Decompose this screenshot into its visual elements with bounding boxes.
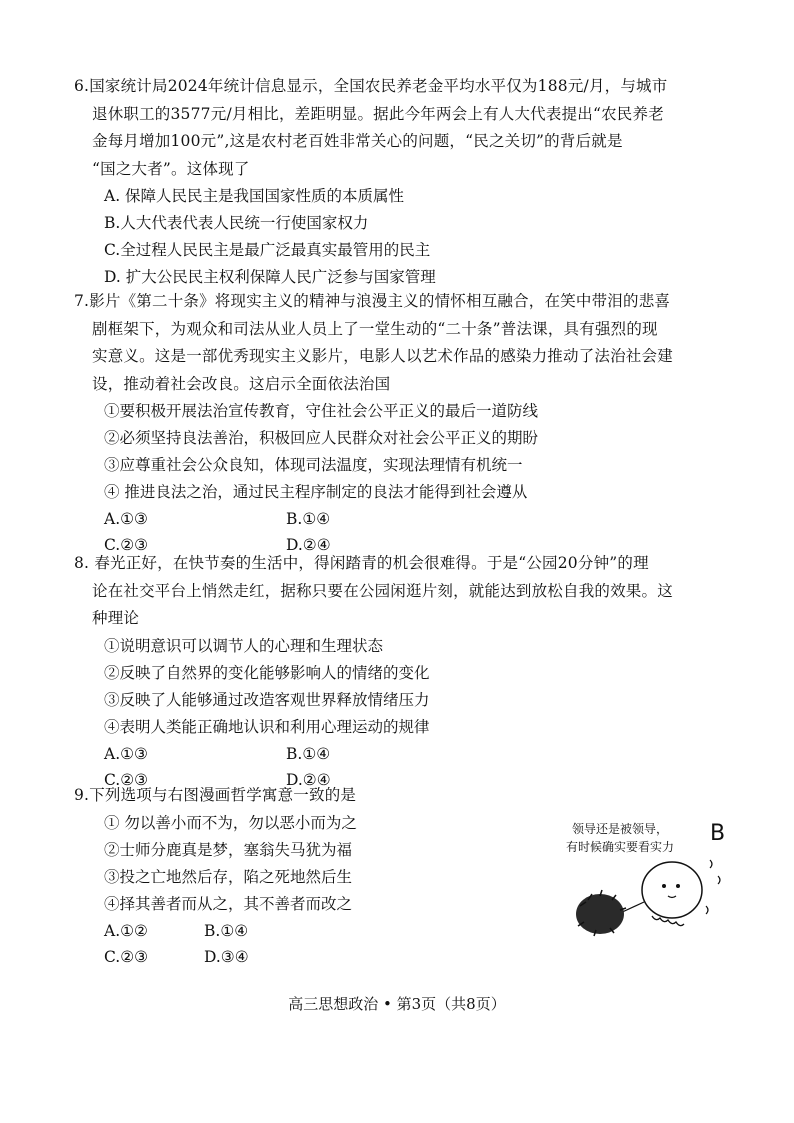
q8-statement-2: ②反映了自然界的变化能够影响人的情绪的变化 (104, 663, 430, 682)
q8-statement-4: ④表明人类能正确地认识和利用心理运动的规律 (104, 717, 430, 736)
q9-stem-line: 9.下列选项与右图漫画哲学寓意一致的是 (74, 786, 357, 804)
q8-stem-line: 8. 春光正好，在快节奏的生活中，得闲踏青的机会很难得。于是“公园20分钟”的理 (74, 554, 649, 572)
cartoon-dog (576, 894, 624, 934)
q7-stem-line: 实意义。这是一部优秀现实主义影片，电影人以艺术作品的感染力推动了法治社会建 (92, 347, 673, 365)
question-8 (74, 550, 734, 793)
q8-choice-a: A.①③ (104, 744, 148, 763)
q7-choice-a: A.①③ (104, 510, 148, 528)
q7-statement-1: ①要积极开展法治宣传教育，守住社会公平正义的最后一道防线 (104, 402, 539, 420)
q7-stem-line: 剧框架下，为观众和司法从业人员上了一堂生动的“二十条”普法课，具有强烈的现 (92, 319, 658, 338)
cartoon-caption-line-2: 有时候确实要看实力 (566, 840, 675, 854)
q9-choice-a: A.①② (104, 921, 148, 940)
q9-choice-b: B.①④ (204, 921, 249, 940)
q8-choice-d: D.②④ (286, 770, 331, 789)
q6-stem-line: 6.国家统计局2024年统计信息显示，全国农民养老金平均水平仅为188元/月，与城市 (74, 77, 668, 95)
cartoon-caption-line-1: 领导还是被领导， (572, 822, 669, 836)
q7-choice-d: D.②④ (286, 536, 331, 554)
q7-choices-row (74, 506, 734, 532)
q6-option-c: C.全过程人民民主是最广泛最真实最管用的民主 (104, 241, 431, 259)
q7-stem-line: 7.影片《第二十条》将现实主义的精神与浪漫主义的情怀相互融合，在笑中带泪的悲喜 (74, 292, 671, 310)
q8-stem-line: 种理论 (92, 609, 140, 627)
cartoon-sweat-mark (706, 860, 720, 914)
cartoon-eye (662, 884, 666, 888)
q8-choice-c: C.②③ (104, 770, 149, 789)
q6-stem-line: 金每月增加100元”,这是农村老百姓非常关心的问题，“民之关切”的背后就是 (92, 132, 623, 150)
q7-choice-b: B.①④ (286, 510, 331, 528)
q9-cartoon (560, 810, 736, 950)
q7-choice-c: C.②③ (104, 536, 149, 554)
q7-stem-line: 设，推动着社会改良。这启示全面依法治国 (92, 374, 391, 393)
q9-statement-2: ②士师分鹿真是梦，塞翁失马犹为福 (104, 840, 353, 859)
question-7 (74, 288, 734, 558)
q6-option-d: D. 扩大公民民主权利保障人民广泛参与国家管理 (104, 268, 436, 286)
q7-statement-3: ③应尊重社会公众良知，体现司法温度，实现法理情有机统一 (104, 456, 523, 474)
q8-stem-line: 论在社交平台上悄然走红，据称只要在公园闲逛片刻，就能达到放松自我的效果。这 (92, 581, 673, 600)
q6-stem-line: 退休职工的3577元/月相比，差距明显。据此今年两会上有人大代表提出“农民养老 (92, 104, 664, 123)
q8-statement-3: ③反映了人能够通过改造客观世界释放情绪压力 (104, 690, 430, 709)
q9-statement-3: ③投之亡地然后存，陷之死地然后生 (104, 867, 353, 886)
q7-statement-4: ④ 推进良法之治，通过民主程序制定的良法才能得到社会遵从 (104, 483, 528, 501)
cartoon-b-mark: B (710, 821, 726, 846)
cartoon-character-head (642, 862, 702, 918)
cartoon-drawing (560, 810, 736, 950)
page-footer: 高三思想政治 • 第3页（共8页） (288, 995, 506, 1013)
cartoon-eye (676, 884, 680, 888)
q7-statement-2: ②必须坚持良法善治，积极回应人民群众对社会公平正义的期盼 (104, 429, 539, 447)
q9-choice-c: C.②③ (104, 947, 149, 966)
q6-option-b: B.人大代表代表人民统一行使国家权力 (104, 214, 369, 232)
q9-statement-4: ④择其善者而从之，其不善者而改之 (104, 894, 353, 913)
q8-choice-b: B.①④ (286, 744, 331, 763)
q6-stem-line: “国之大者”。这体现了 (92, 159, 250, 178)
q9-choice-d: D.③④ (204, 947, 249, 966)
q8-choices-row (74, 741, 734, 767)
q8-statement-1: ①说明意识可以调节人的心理和生理状态 (104, 636, 384, 655)
question-6 (74, 73, 734, 291)
q9-statement-1: ① 勿以善小而不为，勿以恶小而为之 (104, 813, 357, 832)
q6-option-a: A. 保障人民民主是我国国家性质的本质属性 (104, 187, 405, 205)
